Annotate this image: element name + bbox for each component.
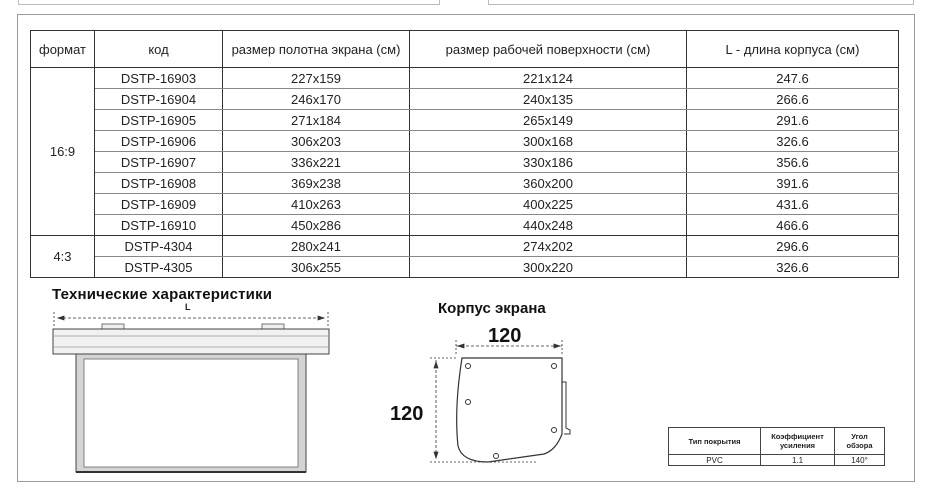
length-label: L — [185, 302, 191, 312]
housing-length-cell: 247.6 — [687, 68, 899, 89]
housing-width-label: 120 — [488, 325, 522, 347]
coating-type-value: PVC — [669, 455, 761, 466]
spec-row — [31, 89, 899, 110]
spec-row — [31, 194, 899, 215]
housing-length-cell: 466.6 — [687, 215, 899, 236]
coating-header-row — [669, 428, 885, 455]
work-surface-cell: 300x220 — [410, 257, 687, 278]
canvas-size-cell: 280x241 — [223, 236, 410, 257]
spec-table-body — [31, 68, 899, 278]
work-surface-cell: 330x186 — [410, 152, 687, 173]
format-cell: 4:3 — [31, 236, 95, 278]
canvas-size-cell: 450x286 — [223, 215, 410, 236]
work-surface-cell: 240x135 — [410, 89, 687, 110]
housing-length-cell: 291.6 — [687, 110, 899, 131]
canvas-size-cell: 306x255 — [223, 257, 410, 278]
code-cell: DSTP-16903 — [95, 68, 223, 89]
housing-height-label: 120 — [390, 403, 424, 425]
spec-row — [31, 152, 899, 173]
work-surface-cell: 221x124 — [410, 68, 687, 89]
canvas-size-cell: 410x263 — [223, 194, 410, 215]
work-surface-cell: 400x225 — [410, 194, 687, 215]
housing-top-tab-right — [262, 324, 284, 329]
header-work-surface: размер рабочей поверхности (см) — [410, 31, 687, 68]
canvas-size-cell: 246x170 — [223, 89, 410, 110]
spec-row — [31, 236, 899, 257]
screen-canvas — [84, 359, 298, 467]
coating-angle-value: 140° — [835, 455, 885, 466]
housing-length-cell: 326.6 — [687, 257, 899, 278]
code-cell: DSTP-16904 — [95, 89, 223, 110]
work-surface-cell: 265x149 — [410, 110, 687, 131]
spec-table — [30, 30, 899, 278]
code-cell: DSTP-4304 — [95, 236, 223, 257]
width-dimension-line — [456, 340, 562, 356]
coating-gain-value: 1.1 — [761, 455, 835, 466]
canvas-size-cell: 369x238 — [223, 173, 410, 194]
code-cell: DSTP-16906 — [95, 131, 223, 152]
code-cell: DSTP-4305 — [95, 257, 223, 278]
coating-table — [668, 427, 885, 466]
format-cell: 16:9 — [31, 68, 95, 236]
coating-header-angle: Угол обзора — [835, 428, 885, 455]
housing-profile-drawing — [426, 338, 586, 470]
tech-title: Технические характеристики — [52, 286, 273, 303]
code-cell: DSTP-16907 — [95, 152, 223, 173]
header-housing-length: L - длина корпуса (см) — [687, 31, 899, 68]
housing-length-cell: 296.6 — [687, 236, 899, 257]
header-code: код — [95, 31, 223, 68]
spec-row — [31, 110, 899, 131]
spec-row — [31, 131, 899, 152]
housing-length-cell: 356.6 — [687, 152, 899, 173]
housing-front — [53, 329, 329, 354]
canvas-size-cell: 306x203 — [223, 131, 410, 152]
coating-header-gain: Коэффициент усиления — [761, 428, 835, 455]
code-cell: DSTP-16909 — [95, 194, 223, 215]
top-left-box — [18, 0, 440, 5]
canvas-size-cell: 227x159 — [223, 68, 410, 89]
spec-row — [31, 215, 899, 236]
housing-title: Корпус экрана — [438, 300, 546, 317]
work-surface-cell: 360x200 — [410, 173, 687, 194]
housing-length-cell: 326.6 — [687, 131, 899, 152]
screen-drawing — [50, 306, 340, 476]
length-dimension-line — [54, 312, 328, 328]
housing-length-cell: 266.6 — [687, 89, 899, 110]
housing-length-cell: 431.6 — [687, 194, 899, 215]
coating-value-row — [669, 455, 885, 466]
header-canvas-size: размер полотна экрана (см) — [223, 31, 410, 68]
header-format: формат — [31, 31, 95, 68]
housing-top-tab-left — [102, 324, 124, 329]
spec-header-row — [31, 31, 899, 68]
work-surface-cell: 440x248 — [410, 215, 687, 236]
housing-outline — [457, 358, 562, 462]
work-surface-cell: 300x168 — [410, 131, 687, 152]
canvas-size-cell: 271x184 — [223, 110, 410, 131]
spec-row — [31, 257, 899, 278]
spec-row — [31, 173, 899, 194]
work-surface-cell: 274x202 — [410, 236, 687, 257]
code-cell: DSTP-16905 — [95, 110, 223, 131]
spec-row — [31, 68, 899, 89]
canvas-size-cell: 336x221 — [223, 152, 410, 173]
code-cell: DSTP-16908 — [95, 173, 223, 194]
housing-length-cell: 391.6 — [687, 173, 899, 194]
code-cell: DSTP-16910 — [95, 215, 223, 236]
top-right-box — [488, 0, 914, 5]
coating-header-type: Тип покрытия — [669, 428, 761, 455]
